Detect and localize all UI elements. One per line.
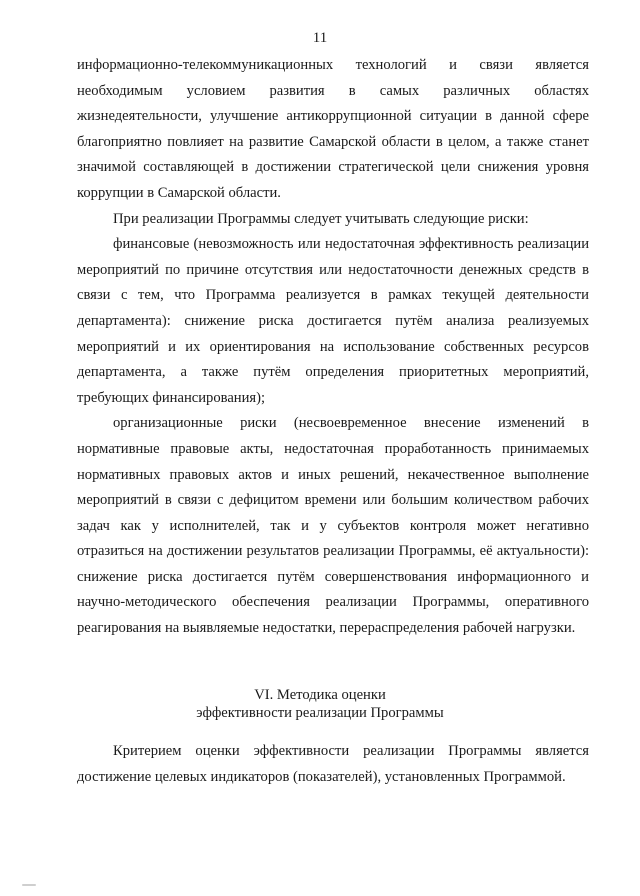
- section-body: [77, 738, 589, 790]
- paragraph-organizational-risks: организационные риски (несвоевременное внесение изменений в нормативные правовые акты, недостаточная проработанность принимаемых нормативных правовых актов и иных решений, некачественное выполнение мероприятий в связи с дефицитом времени или большим количеством рабочих задач как у исполнителей, так и у субъектов контроля может негативно отразиться на достижении результатов реализации Программы, её актуальности): снижение риска достигается путём совершенствования информационного и научно-методического обеспечения реализации Программы, оперативного реагирования на выявляемые недостатки, перераспределения рабочей нагрузки.: [77, 415, 589, 637]
- section-heading: [0, 686, 640, 722]
- paragraph-financial-risks: финансовые (невозможность или недостаточная эффективность реализации мероприятий по причине отсутствия или недостаточности денежных средств в связи с тем, что Программа реализуется в рамках текущей деятельности департамента): снижение риска достигается путём анализа реализуемых мероприятий и их ориентирования на использование собственных ресурсов департамента, а также путём определения приоритетных мероприятий, требующих финансирования);: [77, 236, 589, 406]
- scan-artifact: [22, 884, 36, 886]
- paragraph-risks-intro: При реализации Программы следует учитывать следующие риски:: [113, 210, 529, 227]
- section-heading-line-1: VI. Методика оценки: [254, 687, 386, 703]
- paragraph-continuation: информационно-телекоммуникационных технологий и связи является необходимым условием развития в самых различных областях жизнедеятельности, улучшение антикоррупционной ситуации в данной сфере благоприятно повлияет на развитие Самарской области в целом, а также станет значимой составляющей в достижении стратегической цели снижения уровня коррупции в Самарской области.: [77, 57, 589, 201]
- body-text: [77, 53, 589, 642]
- section-heading-line-2: эффективности реализации Программы: [196, 705, 444, 721]
- paragraph-evaluation-criteria: Критерием оценки эффективности реализации Программы является достижение целевых индикаторов (показателей), установленных Программой.: [77, 743, 589, 785]
- page-number: 11: [312, 30, 328, 46]
